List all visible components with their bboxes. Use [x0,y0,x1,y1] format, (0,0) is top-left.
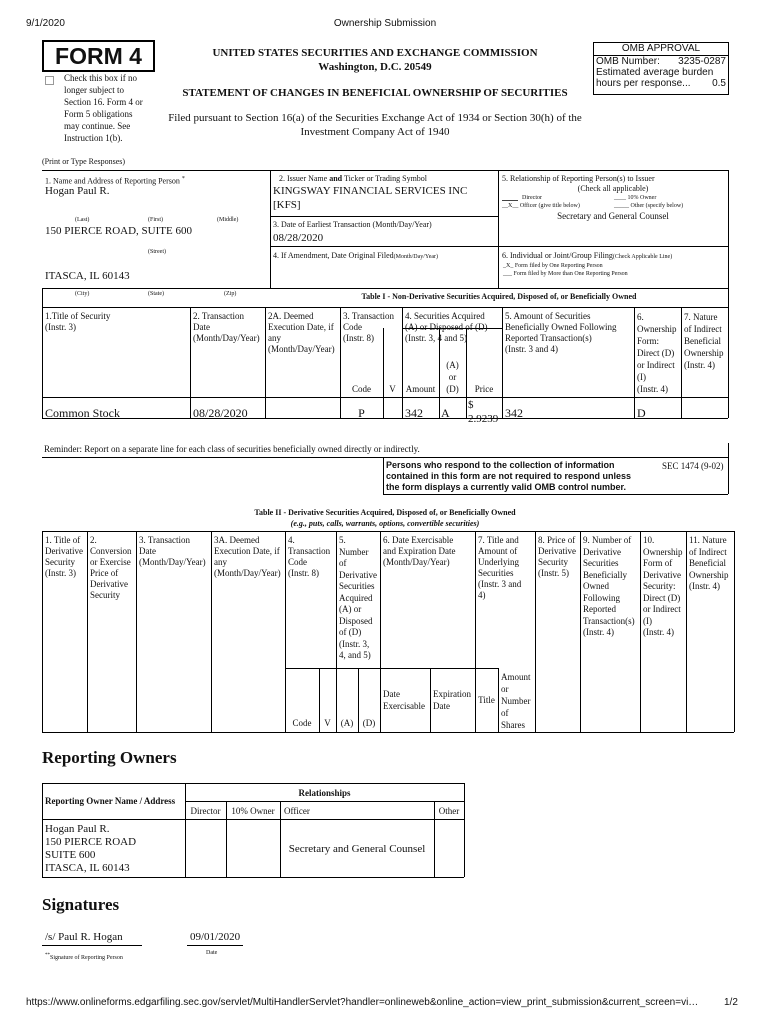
t1-form: D [637,406,646,420]
statement-title: STATEMENT OF CHANGES IN BENEFICIAL OWNERSHIP OF SECURITIES [182,87,568,99]
t2-h11: Security: [643,581,676,591]
t2-h1: Security [45,557,75,567]
t2-h2: 2. [90,535,97,545]
t2-exp-label: Date [433,701,450,711]
t2-h10: 9. Number of [583,535,632,545]
officer-title: Secretary and General Counsel [557,211,669,221]
issuer-ticker: [KFS] [273,199,301,211]
t2-h6: of (D) [339,627,362,637]
t2-h3: Date [139,546,156,556]
director-header: Director [190,806,221,816]
t2-h10: (Instr. 4) [583,627,614,637]
page-url[interactable]: https://www.onlineforms.edgarfiling.sec.gov/servlet/MultiHandlerServlet?handler=onlineweb&online_action=view_print_submission&current_screen=vi… [26,997,699,1008]
owner-officer-title: Secretary and General Counsel [288,843,426,855]
t2-h12: (Instr. 4) [689,581,720,591]
signature-date: 09/01/2020 [190,931,241,943]
t2-amt-label: or [501,684,509,694]
t1-h5: (A) or Disposed of (D) [405,322,488,332]
form-title: FORM 4 [55,43,142,69]
street-address: 150 PIERCE ROAD, SUITE 600 [45,225,192,237]
t2-h11: Direct (D) [643,592,681,603]
t1-amount: 342 [405,406,423,420]
t1-price-sign: $ [468,399,474,411]
t2-h3: 3. Transaction [139,535,191,545]
t1-h7: or Indirect [637,360,675,370]
t2-amt-label: Number [501,696,531,706]
t1-h3: any [268,333,281,343]
no-longer-subject-checkbox[interactable] [45,76,54,85]
t2-h11: (I) [643,615,652,626]
t1-h6: (Instr. 3 and 4) [505,344,558,354]
t2-h5: Code [288,557,307,567]
table2-subtitle: (e.g., puts, calls, warrants, options, convertible securities) [290,519,480,528]
reporting-owners-heading: Reporting Owners [42,748,177,767]
omb-number-label: OMB Number: [596,56,660,67]
filed-pursuant-line2: Investment Company Act of 1940 [300,126,450,138]
label-city: (City) [75,291,90,297]
label-state: (State) [148,291,164,297]
relationships-header: Relationships [298,788,351,798]
t2-h9: Security [538,557,568,567]
label-first: (First) [148,217,163,223]
t1-h3: (Month/Day/Year) [268,344,335,354]
t2-d-label: (D) [362,718,376,728]
t1-h7: 6. [637,312,644,322]
t1-h8: (Instr. 4) [684,360,715,370]
box5-sub: (Check all applicable) [577,184,649,193]
t1-h4: 3. Transaction [343,311,395,321]
t1-h4: Code [343,322,362,332]
t2-h1: Derivative [45,546,83,556]
t1-h8: Ownership [684,348,724,358]
agency-city: Washington, D.C. 20549 [318,61,432,73]
earliest-transaction-date: 08/28/2020 [273,232,324,244]
t2-h6: 4, and 5) [339,650,371,660]
t2-h6: Securities [339,581,375,591]
t1-h6: Reported Transaction(s) [505,333,592,343]
t1-h8: 7. Nature [684,312,718,322]
t2-h11: or Indirect [643,604,681,614]
t1-aord-label: or [448,372,457,382]
box1-star: * [181,176,185,182]
t1-h8: Beneficial [684,336,721,346]
print-date: 9/1/2020 [26,18,65,29]
t2-h6: 5. [339,535,346,545]
t2-h6: (A) or [339,604,362,614]
t2-h8: (Instr. 3 and [478,579,522,589]
issuer-name: KINGSWAY FINANCIAL SERVICES INC [273,185,468,197]
t2-title-label: Title [478,695,495,705]
table2-title: Table II - Derivative Securities Acquired, Disposed of, or Beneficially Owned [254,508,516,517]
signature-star: ** [45,953,50,958]
city-state-zip: ITASCA, IL 60143 [45,270,130,282]
omb-burden-label: Estimated average burden [596,67,714,78]
t2-amt-label: Shares [501,720,525,730]
t2-h8: 4) [478,590,486,600]
persons-notice: the form displays a currently valid OMB control number. [386,482,627,492]
page-number: 1/2 [724,997,738,1008]
owner-line: SUITE 600 [45,849,96,861]
box4-label: 4. If Amendment, Date Original Filed [273,251,394,260]
t2-h8: Underlying [478,557,519,567]
omb-approval-box [593,42,729,95]
omb-number: 3235-0287 [678,56,726,67]
box3-label: 3. Date of Earliest Transaction (Month/Day/Year) [273,220,432,229]
box5-label: 5. Relationship of Reporting Person(s) to Issuer [502,174,655,183]
reminder: Reminder: Report on a separate line for each class of securities beneficially owned directly or indirectly. [44,444,420,454]
checkbox-instructions [64,72,143,144]
label-middle: (Middle) [217,217,239,223]
t1-code: P [358,406,365,420]
signatures-heading: Signatures [42,895,120,914]
t2-h10: Securities [583,558,619,568]
director-option: Director [522,195,542,201]
t2-h6: Acquired [339,592,373,603]
t2-h2: Conversion [90,546,132,556]
filing-multiple: ___ Form filed by More than One Reporting Person [503,271,628,277]
t1-h3: 2A. Deemed [268,311,314,321]
t2-code-label: Code [292,718,312,728]
t2-h11: 10. [643,535,655,545]
t1-h5: (Instr. 3, 4 and 5) [405,333,467,343]
box6-label-small: (Check Applicable Line) [612,254,673,260]
checkbox-line: Form 5 obligations [64,109,133,119]
t1-h2: (Month/Day/Year) [193,333,260,343]
t2-h10: Derivative [583,546,621,557]
t1-aord-label: (A) [446,360,459,370]
form-badge [42,40,155,72]
t2-exp-label: Expiration [433,689,471,699]
t2-h2: Security [90,590,120,600]
t2-h12: Beneficial [689,558,726,568]
t2-date-ex-label: Date [383,689,400,699]
checkbox-line: longer subject to [64,85,124,95]
t2-h2: Derivative [90,579,128,589]
officer-header: Officer [284,806,310,816]
print-note: (Print or Type Responses) [42,157,126,166]
checkbox-line: Check this box if no [64,73,137,83]
t2-h10: Transaction(s) [583,615,635,626]
t2-v-label: V [324,718,331,728]
box6-label: 6. Individual or Joint/Group Filing [502,251,613,260]
t1-price-label: Price [474,384,494,394]
t2-h6: Number [339,546,369,557]
ten-owner-header: 10% Owner [231,806,275,816]
checkbox-line: Section 16. Form 4 or [64,97,143,107]
checkbox-line: may continue. See [64,121,131,131]
t2-h10: Owned [583,581,609,591]
t1-security: Common Stock [45,406,121,420]
t1-amount-label: Amount [405,384,436,394]
t2-h5: 4. [288,535,295,545]
t1-h8: of Indirect [684,324,722,334]
t1-h7: (I) [637,372,646,382]
t2-h7: (Month/Day/Year) [383,557,450,567]
t1-h3: Execution Date, if [268,322,334,332]
t2-h6: Derivative [339,569,377,580]
t1-owned: 342 [505,406,523,420]
t2-h5: (Instr. 8) [288,568,319,578]
t2-h9: Derivative [538,546,576,556]
t2-h12: of Indirect [689,546,727,557]
owner-line: 150 PIERCE ROAD [45,836,137,848]
t2-h4: Execution Date, if [214,546,280,556]
t2-h10: Beneficially [583,569,627,580]
box1-label: 1. Name and Address of Reporting Person [45,176,180,186]
omb-title: OMB APPROVAL [594,43,728,56]
signature: /s/ Paul R. Hogan [45,931,123,943]
persons-notice: contained in this form are not required to respond unless [386,471,632,481]
t1-h7: (Instr. 4) [637,384,668,394]
t1-price: 2.9239 [468,413,499,425]
t1-h5: 4. Securities Acquired [405,311,485,321]
t2-h6: of [339,558,347,568]
t1-date: 08/28/2020 [193,406,248,420]
t2-h7: and Expiration Date [383,546,456,556]
t2-amt-label: of [501,708,509,718]
box2-label [279,174,427,184]
t2-h10: Reported [583,604,616,614]
agency-name: UNITED STATES SECURITIES AND EXCHANGE COMMISSION [212,47,538,59]
t1-code-label: Code [352,384,371,394]
label-last: (Last) [75,217,90,223]
t1-h4: (Instr. 8) [343,333,374,343]
reporting-person-name: Hogan Paul R. [45,185,110,197]
owner-name-header: Reporting Owner Name / Address [45,796,176,806]
t2-h11: (Instr. 4) [643,627,674,637]
print-title: Ownership Submission [333,18,437,29]
table1-title: Table I - Non-Derivative Securities Acquired, Disposed of, or Beneficially Owned [361,292,637,301]
box2-label-b: and [329,174,343,183]
t2-a-label: (A) [340,718,354,728]
filing-one-person: _X_ Form filed by One Reporting Person [503,263,603,269]
signature-date-label: Date [206,950,218,956]
box2-label-c: Ticker or Trading Symbol [342,174,428,183]
t1-aord: A [441,406,450,420]
t2-h9: 8. Price of [538,535,576,545]
box4-label-small: (Month/Day/Year) [393,254,439,260]
t2-h1: 1. Title of [45,535,81,545]
t2-h6: (Instr. 3, [339,638,370,649]
t2-date-ex-label: Exercisable [383,701,425,711]
label-street: (Street) [148,249,166,255]
t2-h4: any [214,557,227,567]
t1-v-label: V [389,384,396,394]
box2-label-a: 2. Issuer Name [279,174,330,183]
t1-h6: Beneficially Owned Following [505,322,617,332]
t2-h7: 6. Date Exercisable [383,535,454,545]
officer-option: __X__ Officer (give title below) [502,203,580,209]
t1-h2: Date [193,322,210,332]
t2-h2: Price of [90,568,119,578]
t1-h7: Ownership [637,324,677,334]
t2-h11: Ownership [643,546,683,557]
t1-h7: Form: [637,336,660,346]
persons-notice: Persons who respond to the collection of information [386,460,615,470]
t2-h9: (Instr. 5) [538,568,569,578]
t2-h8: 7. Title and [478,535,519,545]
omb-hours-label: hours per response... [596,78,691,89]
t1-h6: 5. Amount of Securities [505,311,591,321]
ten-pct-option: ____ 10% Owner [614,195,657,201]
t1-h1: 1.Title of Security [45,311,111,321]
omb-hours-value: 0.5 [712,78,726,89]
t2-h8: Amount of [478,546,518,556]
t2-h6: Disposed [339,615,373,626]
t2-h5: Transaction [288,546,331,556]
t2-h11: Derivative [643,569,681,580]
t1-h1: (Instr. 3) [45,322,76,332]
filed-pursuant-line1: Filed pursuant to Section 16(a) of the Securities Exchange Act of 1934 or Section 30(h) of the [168,112,582,124]
t2-h8: Securities [478,568,514,578]
sec-form-id: SEC 1474 (9-02) [662,461,724,471]
t1-h2: 2. Transaction [193,311,245,321]
label-zip: (Zip) [224,291,237,297]
other-option: _____ Other (specify below) [614,203,684,209]
owner-line: ITASCA, IL 60143 [45,862,130,874]
t2-h12: 11. Nature [689,535,727,545]
t2-h3: (Month/Day/Year) [139,557,206,567]
t2-h4: 3A. Deemed [214,535,260,545]
t2-amt-label: Amount [501,672,531,682]
other-header: Other [438,806,460,816]
signature-label: Signature of Reporting Person [50,955,123,961]
t2-h10: Following [583,592,621,603]
t2-h11: Form of [643,558,673,568]
checkbox-line: Instruction 1(b). [64,133,123,143]
t1-h7: Direct (D) [637,348,675,358]
t2-h2: or Exercise [90,557,131,567]
t1-aord-label: (D) [446,384,459,394]
t2-h1: (Instr. 3) [45,568,76,578]
t2-h4: (Month/Day/Year) [214,568,281,578]
owner-line: Hogan Paul R. [45,823,110,835]
t2-h12: Ownership [689,569,729,580]
